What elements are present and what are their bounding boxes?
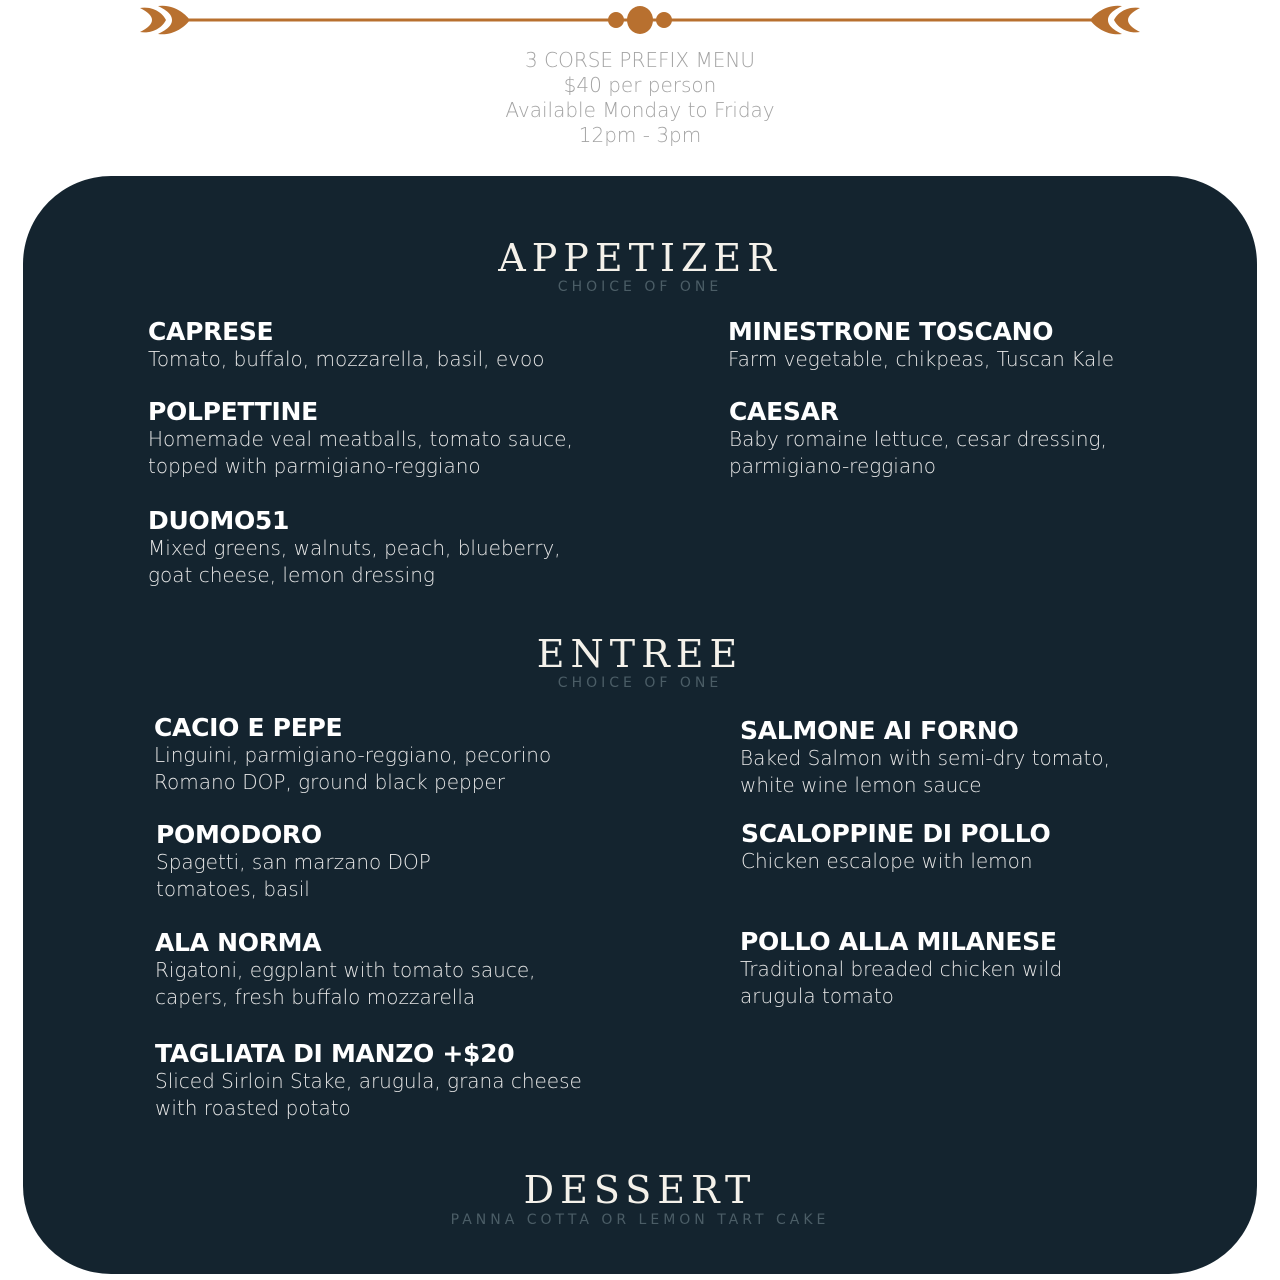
leaf-left-icon <box>140 6 190 35</box>
menu-item-pollo-milanese <box>740 928 1062 1010</box>
menu-item-salmone <box>740 717 1110 799</box>
appetizer-title: APPETIZER <box>498 236 782 280</box>
item-name: TAGLIATA DI MANZO +$20 <box>155 1039 515 1068</box>
item-name: ALA NORMA <box>155 928 322 957</box>
item-description: Traditional breaded chicken wild <box>740 957 1063 981</box>
item-description: Chicken escalope with lemon <box>741 849 1033 873</box>
item-name: CAESAR <box>729 397 839 426</box>
item-description: tomatoes, basil <box>156 877 310 901</box>
item-description: with roasted potato <box>155 1096 351 1120</box>
item-name: SCALOPPINE DI POLLO <box>741 819 1051 848</box>
menu-item-pomodoro <box>156 821 431 903</box>
entree-title: ENTREE <box>536 632 744 676</box>
item-description: topped with parmigiano-reggiano <box>148 454 481 478</box>
item-description: Rigatoni, eggplant with tomato sauce, <box>155 958 536 982</box>
menu-item-cacio-e-pepe <box>154 714 551 796</box>
leaf-right-icon <box>1090 6 1140 35</box>
item-description: Farm vegetable, chikpeas, Tuscan Kale <box>728 347 1115 371</box>
dessert-subtitle: PANNA COTTA OR LEMON TART CAKE <box>450 1212 830 1228</box>
menu-price: $40 per person <box>563 73 717 97</box>
ornamental-divider <box>140 0 1140 40</box>
appetizer-subtitle: CHOICE OF ONE <box>557 279 723 295</box>
item-description: Homemade veal meatballs, tomato sauce, <box>148 427 573 451</box>
item-name: MINESTRONE TOSCANO <box>728 317 1054 346</box>
dessert-title: DESSERT <box>523 1168 757 1212</box>
item-name: POMODORO <box>156 820 322 849</box>
menu-item-scaloppine <box>741 820 1051 875</box>
menu-item-minestrone <box>728 318 1114 373</box>
item-description: Linguini, parmigiano-reggiano, pecorino <box>154 743 552 767</box>
item-name: DUOMO51 <box>148 506 290 535</box>
item-description: Mixed greens, walnuts, peach, blueberry, <box>148 536 561 560</box>
item-description: Romano DOP, ground black pepper <box>154 770 505 794</box>
menu-item-duomo51 <box>148 507 561 589</box>
menu-header <box>0 48 1280 148</box>
item-description: Sliced Sirloin Stake, arugula, grana cheese <box>155 1069 582 1093</box>
item-description: white wine lemon sauce <box>740 773 982 797</box>
menu-hours: 12pm - 3pm <box>578 123 702 147</box>
menu-item-tagliata <box>155 1040 582 1122</box>
menu-item-caesar <box>729 398 1107 480</box>
item-description: Baby romaine lettuce, cesar dressing, <box>729 427 1107 451</box>
item-description: Baked Salmon with semi-dry tomato, <box>740 746 1110 770</box>
item-name: POLLO ALLA MILANESE <box>740 927 1057 956</box>
item-description: parmigiano-reggiano <box>729 454 936 478</box>
item-description: arugula tomato <box>740 984 894 1008</box>
item-description: Tomato, buffalo, mozzarella, basil, evoo <box>148 347 545 371</box>
entree-subtitle: CHOICE OF ONE <box>557 675 723 691</box>
menu-item-ala-norma <box>155 929 535 1011</box>
menu-type: 3 CORSE PREFIX MENU <box>525 48 755 72</box>
item-description: capers, fresh buffalo mozzarella <box>155 985 476 1009</box>
item-name: CACIO E PEPE <box>154 713 343 742</box>
item-name: SALMONE AI FORNO <box>740 716 1019 745</box>
item-description: Spagetti, san marzano DOP <box>156 850 431 874</box>
menu-availability: Available Monday to Friday <box>505 98 775 122</box>
item-name: POLPETTINE <box>148 397 318 426</box>
item-name: CAPRESE <box>148 317 274 346</box>
center-ornament-icon <box>608 6 672 34</box>
item-description: goat cheese, lemon dressing <box>148 563 435 587</box>
menu-item-caprese <box>148 318 544 373</box>
menu-item-polpettine <box>148 398 573 480</box>
